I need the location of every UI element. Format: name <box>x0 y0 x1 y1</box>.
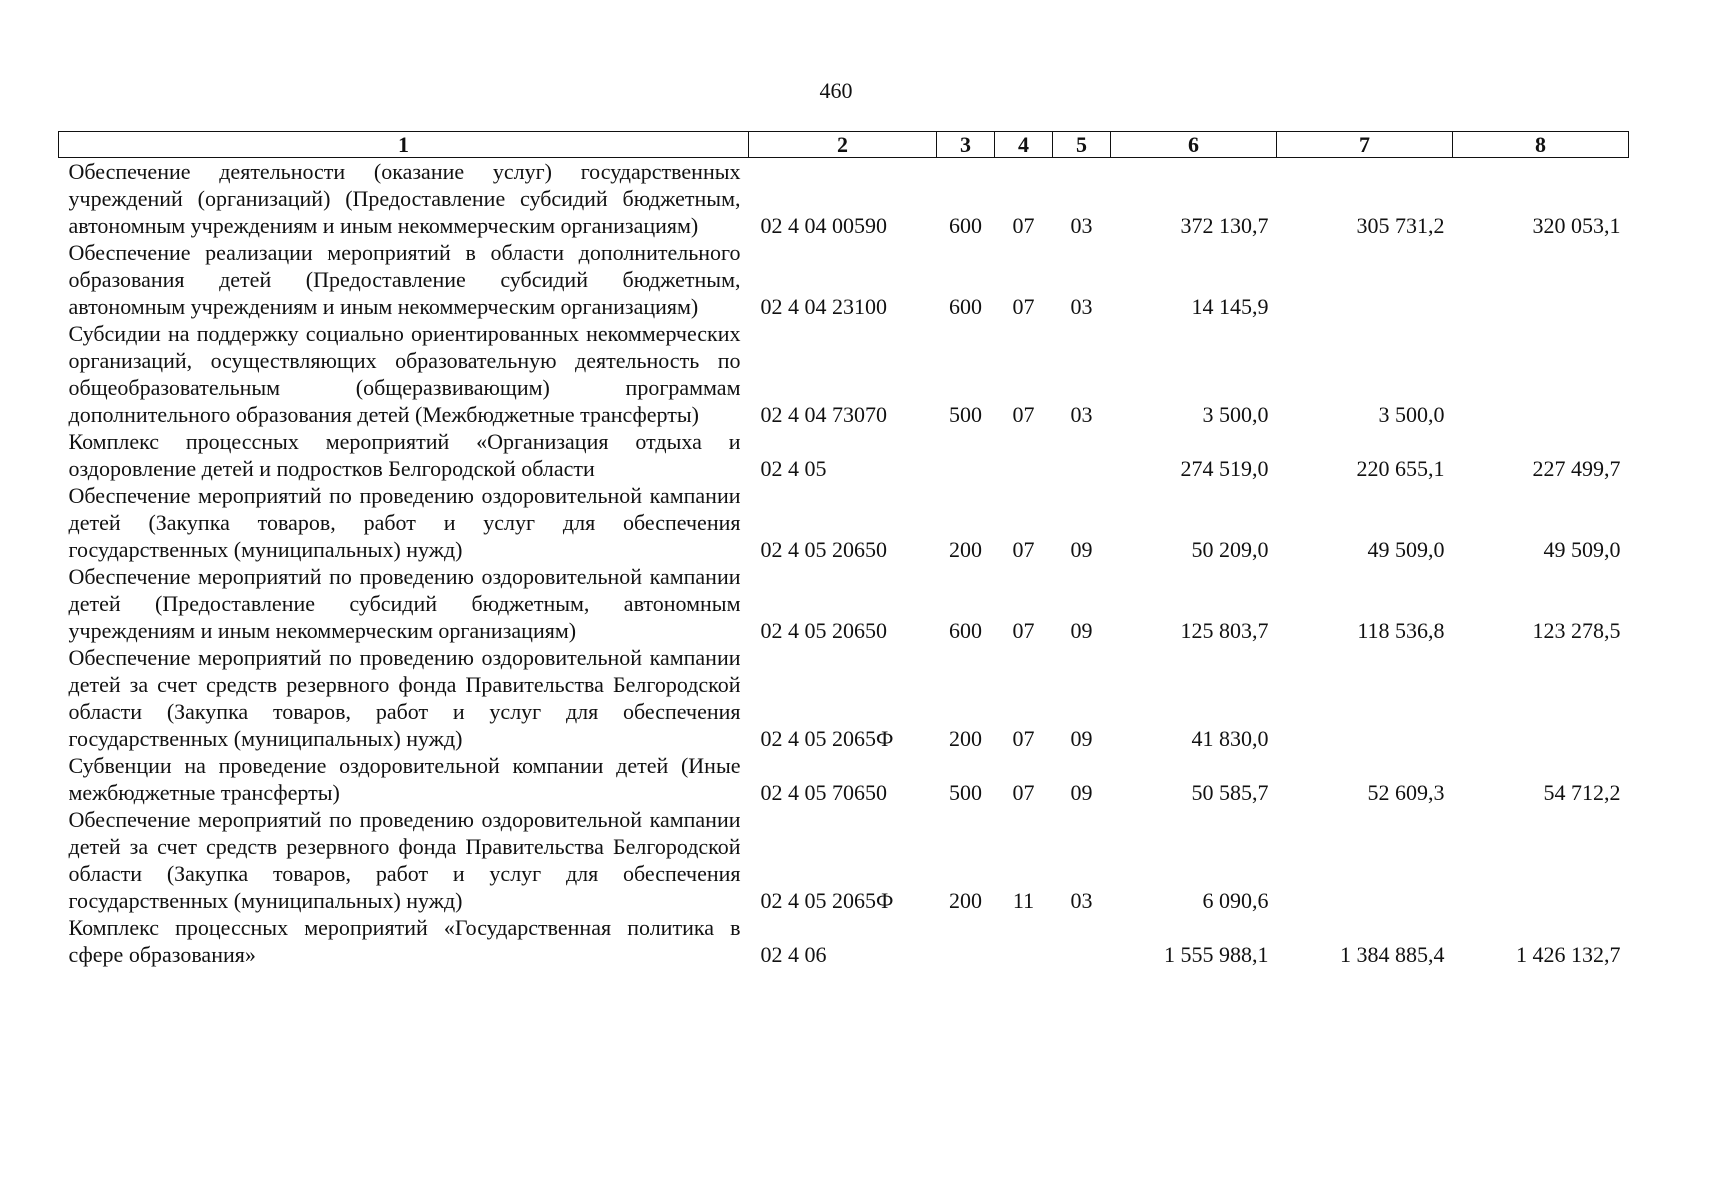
row-col-6: 50 585,7 <box>1191 780 1269 805</box>
row-col-3: 600 <box>949 213 982 238</box>
row-col-8: 227 499,7 <box>1532 456 1621 481</box>
row-col-4: 07 <box>1012 726 1035 751</box>
table-row <box>59 428 1629 482</box>
row-col-7: 220 655,1 <box>1356 456 1445 481</box>
row-code: 02 4 05 20650 <box>760 618 887 643</box>
row-col-7: 49 509,0 <box>1367 537 1445 562</box>
row-col-8: 49 509,0 <box>1543 537 1621 562</box>
row-code: 02 4 04 00590 <box>760 213 887 238</box>
table-row <box>59 482 1629 563</box>
row-col-7 <box>1277 644 1453 752</box>
row-col-3: 200 <box>949 888 982 913</box>
row-col-3 <box>937 428 995 482</box>
row-col-8: 1 426 132,7 <box>1516 942 1621 967</box>
row-col-6: 6 090,6 <box>1202 888 1269 913</box>
row-col-6: 1 555 988,1 <box>1164 942 1269 967</box>
row-col-6: 274 519,0 <box>1180 456 1269 481</box>
row-name: Обеспечение мероприятий по проведению оздоровительной кампании детей (Предоставление субсидий бюджетным, автономным учреждениям и иным некоммерческим организациям) <box>68 564 741 643</box>
header-col-6: 6 <box>1111 132 1277 158</box>
row-code: 02 4 05 <box>760 456 827 481</box>
row-col-4: 11 <box>1012 888 1035 913</box>
row-col-3 <box>937 914 995 968</box>
table-row <box>59 806 1629 914</box>
row-col-5: 03 <box>1070 294 1093 319</box>
row-code: 02 4 05 20650 <box>760 537 887 562</box>
row-col-6: 50 209,0 <box>1191 537 1269 562</box>
row-col-5: 03 <box>1070 213 1093 238</box>
row-col-3: 200 <box>949 537 982 562</box>
row-col-5 <box>1053 428 1111 482</box>
row-name: Обеспечение мероприятий по проведению оздоровительной кампании детей (Закупка товаров, работ и услуг для обеспечения государственных (муниципальных) нужд) <box>68 483 741 562</box>
page-number: 460 <box>819 78 853 103</box>
row-col-3: 200 <box>949 726 982 751</box>
row-col-5: 03 <box>1070 888 1093 913</box>
budget-table <box>58 131 1629 968</box>
row-col-8 <box>1453 806 1629 914</box>
row-name: Субсидии на поддержку социально ориентированных некоммерческих организаций, осуществляющих образовательную деятельность по общеобразовательным (общеразвивающим) программам дополнительного образования детей (Межбюджетные трансферты) <box>68 321 741 427</box>
table-row <box>59 914 1629 968</box>
row-name: Комплекс процессных мероприятий «Государственная политика в сфере образования» <box>68 915 741 967</box>
header-col-2: 2 <box>749 132 937 158</box>
row-col-4: 07 <box>1012 213 1035 238</box>
header-col-1: 1 <box>59 132 749 158</box>
table-row <box>59 320 1629 428</box>
row-col-4: 07 <box>1012 402 1035 427</box>
row-name: Обеспечение деятельности (оказание услуг) государственных учреждений (организаций) (Предоставление субсидий бюджетным, автономным учреждениям и иным некоммерческим организациям) <box>68 159 741 238</box>
header-col-7: 7 <box>1277 132 1453 158</box>
row-col-6: 125 803,7 <box>1180 618 1269 643</box>
header-col-4: 4 <box>995 132 1053 158</box>
row-col-8 <box>1453 239 1629 320</box>
row-col-4 <box>995 914 1053 968</box>
table-row <box>59 563 1629 644</box>
row-col-7: 52 609,3 <box>1367 780 1445 805</box>
header-col-5: 5 <box>1053 132 1111 158</box>
row-col-5: 09 <box>1070 726 1093 751</box>
row-col-6: 372 130,7 <box>1180 213 1269 238</box>
row-code: 02 4 05 2065Ф <box>760 888 894 913</box>
row-col-3: 500 <box>949 780 982 805</box>
row-col-8 <box>1453 644 1629 752</box>
row-col-6: 14 145,9 <box>1191 294 1269 319</box>
row-col-7 <box>1277 806 1453 914</box>
row-code: 02 4 05 70650 <box>760 780 887 805</box>
row-col-3: 500 <box>949 402 982 427</box>
row-col-6: 41 830,0 <box>1191 726 1269 751</box>
row-col-5: 09 <box>1070 537 1093 562</box>
row-col-6: 3 500,0 <box>1202 402 1269 427</box>
row-code: 02 4 04 23100 <box>760 294 887 319</box>
row-name: Обеспечение мероприятий по проведению оздоровительной кампании детей за счет средств резервного фонда Правительства Белгородской области (Закупка товаров, работ и услуг для обеспечения государственных (муниципальных) нужд) <box>68 807 741 913</box>
row-col-7 <box>1277 239 1453 320</box>
row-col-4: 07 <box>1012 294 1035 319</box>
row-col-8: 54 712,2 <box>1543 780 1621 805</box>
row-col-3: 600 <box>949 618 982 643</box>
row-col-8 <box>1453 320 1629 428</box>
row-col-7: 3 500,0 <box>1378 402 1445 427</box>
row-code: 02 4 04 73070 <box>760 402 887 427</box>
row-name: Обеспечение реализации мероприятий в области дополнительного образования детей (Предоставление субсидий бюджетным, автономным учреждениям и иным некоммерческим организациям) <box>68 240 741 319</box>
row-col-5: 03 <box>1070 402 1093 427</box>
row-col-5: 09 <box>1070 618 1093 643</box>
row-col-8: 123 278,5 <box>1532 618 1621 643</box>
row-col-7: 305 731,2 <box>1356 213 1445 238</box>
table-row <box>59 239 1629 320</box>
row-col-3: 600 <box>949 294 982 319</box>
row-code: 02 4 05 2065Ф <box>760 726 894 751</box>
row-name: Обеспечение мероприятий по проведению оздоровительной кампании детей за счет средств резервного фонда Правительства Белгородской области (Закупка товаров, работ и услуг для обеспечения государственных (муниципальных) нужд) <box>68 645 741 751</box>
row-col-7: 1 384 885,4 <box>1340 942 1445 967</box>
table-row <box>59 644 1629 752</box>
header-row <box>59 132 1629 158</box>
row-col-4: 07 <box>1012 618 1035 643</box>
row-col-4: 07 <box>1012 537 1035 562</box>
row-code: 02 4 06 <box>760 942 827 967</box>
row-col-4: 07 <box>1012 780 1035 805</box>
table-row <box>59 752 1629 806</box>
row-col-5 <box>1053 914 1111 968</box>
row-col-7: 118 536,8 <box>1357 618 1445 643</box>
row-col-4 <box>995 428 1053 482</box>
row-name: Субвенции на проведение оздоровительной компании детей (Иные межбюджетные трансферты) <box>68 753 741 805</box>
row-col-5: 09 <box>1070 780 1093 805</box>
row-name: Комплекс процессных мероприятий «Организация отдыха и оздоровление детей и подростков Белгородской области <box>68 429 741 481</box>
table-row <box>59 158 1629 240</box>
header-col-3: 3 <box>937 132 995 158</box>
header-col-8: 8 <box>1453 132 1629 158</box>
row-col-8: 320 053,1 <box>1532 213 1621 238</box>
